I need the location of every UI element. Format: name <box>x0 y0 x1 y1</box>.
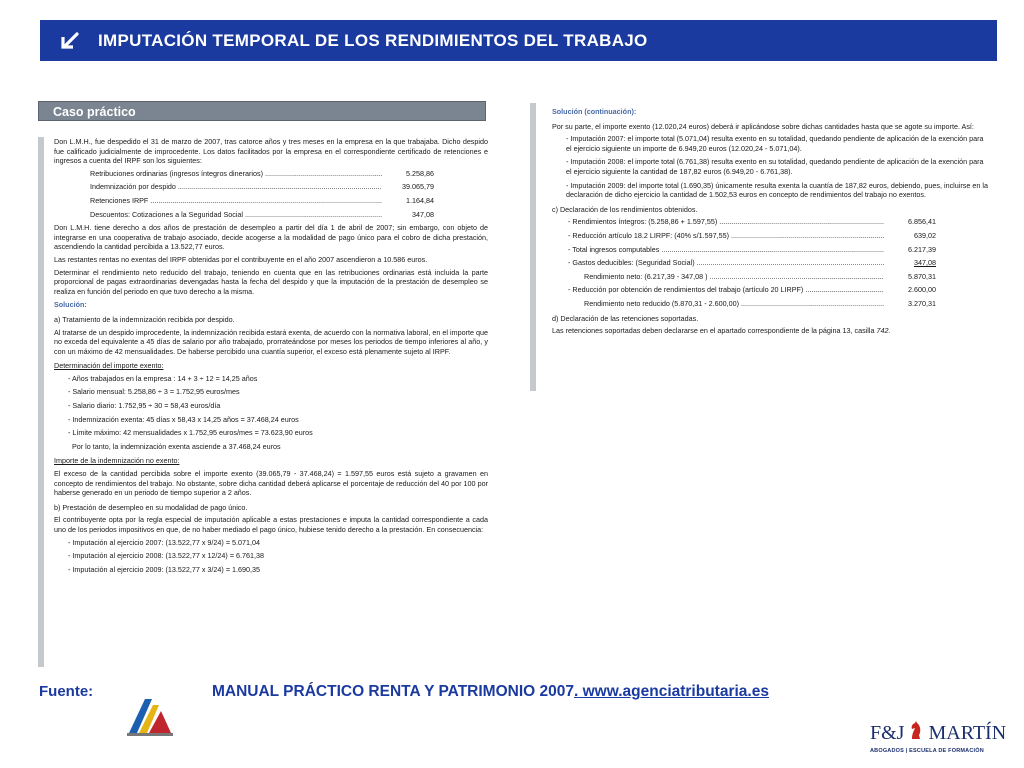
declaration-value <box>884 258 936 268</box>
exempt-item: - Indemnización exenta: 45 días x 58,43 x 14,25 años = 37.468,24 euros <box>68 414 299 424</box>
exempt-heading: Determinación del importe exento: <box>54 361 164 371</box>
data-row <box>90 169 434 179</box>
exempt-list <box>54 374 488 438</box>
declaration-label: - Reducción artículo 18.2 LIRPF: (40% s/1.597,55) ..... <box>568 231 884 241</box>
section-c-heading: c) Declaración de los rendimientos obtenidos. <box>552 204 698 214</box>
continuation-item: - Imputación 2007: el importe total (5.071,04) resulta exento en su totalidad, quedando pendiente de aplicación de la exención para el ejercicio siguiente un importe de 6.949,20 euros (12.020,24 - 5.071,04). <box>566 134 984 153</box>
data-row-label: Indemnización por despido ..... <box>90 182 382 192</box>
declaration-value <box>884 217 936 227</box>
continuation-item: - Imputación 2009: del importe total (1.690,35) únicamente resulta exenta la cuantía de 187,82 euros, debiendo, pues, incluirse en la declaración de dicho ejercicio la cantidad de 1.502,53 euros en concepto de rendimientos del trabajo no exentos. <box>566 180 988 200</box>
logo-brand: F&J <box>870 721 905 744</box>
exempt-item: - Años trabajados en la empresa : 14 + 3 ÷ 12 = 14,25 años <box>68 373 258 383</box>
data-row-value: 1.164,84 <box>406 195 434 205</box>
continuation-intro: Por su parte, el importe exento (12.020,24 euros) deberá ir aplicándose sobre dichas cantidades hasta que se agote su importe. Así: <box>552 121 974 131</box>
fj-martin-logo <box>870 720 1006 754</box>
knight-icon <box>909 720 923 746</box>
declaration-row <box>552 258 936 268</box>
source-link[interactable]: . www.agenciatributaria.es <box>574 683 769 700</box>
casilla-number: 742. <box>876 326 891 336</box>
solution-heading: Solución: <box>54 300 87 310</box>
declaration-label: - Total ingresos computables ..... <box>568 245 884 255</box>
imputation-item: - Imputación al ejercicio 2008: (13.522,77 x 12/24) = 6.761,38 <box>68 551 264 561</box>
right-margin-bar <box>530 103 536 391</box>
case-header: Caso práctico <box>38 101 486 121</box>
section-d-text: Las retenciones soportadas deben declararse en el apartado correspondiente de la página 13, casilla 742. <box>552 326 891 336</box>
section-a-heading: a) Tratamiento de la indemnización recibida por despido. <box>54 314 235 324</box>
page-title: IMPUTACIÓN TEMPORAL DE LOS RENDIMIENTOS DEL TRABAJO <box>98 30 648 50</box>
paragraph-4: Determinar el rendimiento neto reducido del trabajo, teniendo en cuenta que en las retribuciones ordinarias está incluida la parte proporcional de pagas extraordinarias devengadas hasta la fecha del despido y que la imputación de la prestación de desempleo se realiza en función del periodo en que tuvo derecho a la misma. <box>54 267 488 296</box>
exempt-conclusion: Por lo tanto, la indemnización exenta asciende a 37.468,24 euros <box>72 441 281 451</box>
declaration-value-text: 5.870,31 <box>908 271 936 281</box>
declaration-value <box>884 272 936 282</box>
declaration-value <box>884 231 936 241</box>
data-row-value: 5.258,86 <box>406 168 434 178</box>
data-row-value: 347,08 <box>412 209 434 219</box>
imputation-item: - Imputación al ejercicio 2009: (13.522,77 x 3/24) = 1.690,35 <box>68 564 260 574</box>
intro-text: Don L.M.H., fue despedido el 31 de marzo de 2007, tras catorce años y tres meses en la empresa en la que trabajaba. Dicho despido fue calificado judicialmente de improcedente. Los datos facilitados por la empresa en el correspondiente certificado de retenciones e ingresos a cuenta del IRPF son los siguientes: <box>54 137 488 166</box>
section-b-text: El contribuyente opta por la regla especial de imputación aplicable a estas prestaciones e imputa la cantidad correspondiente a cada uno de los periodos impositivos en que, de no haber mediado el pago único, hubiese tenido derecho a la prestación. En consecuencia: <box>54 515 488 534</box>
declaration-label: Rendimiento neto reducido (5.870,31 - 2.600,00) ..... <box>584 299 884 309</box>
source-manual: MANUAL PRÁCTICO RENTA Y PATRIMONIO 2007. www.agenciatributaria.es <box>212 683 769 700</box>
declaration-row <box>552 245 936 255</box>
exempt-item: - Salario diario: 1.752,95 ÷ 30 = 58,43 euros/día <box>68 401 221 411</box>
paragraph-3: Las restantes rentas no exentas del IRPF obtenidas por el contribuyente en el año 2007 ascendieron a 10.586 euros. <box>54 254 428 264</box>
declaration-row <box>552 231 936 241</box>
exempt-item: - Límite máximo: 42 mensualidades x 1.752,95 euros/mes = 73.623,90 euros <box>68 428 313 438</box>
left-margin-bar <box>38 137 44 667</box>
paragraph-2: Don L.M.H. tiene derecho a dos años de prestación de desempleo a partir del día 1 de abril de 2007; sin embargo, con objeto de integrarse en una cooperativa de trabajo asociado, decide acogerse a la modalidad de pago único para el cobro de dicha prestación, ascendiendo la cantidad percibida a 13.522,77 euros. <box>54 223 488 252</box>
section-b-heading: b) Prestación de desempleo en su modalidad de pago único. <box>54 502 248 512</box>
nonexempt-heading: Importe de la indemnización no exento: <box>54 456 180 466</box>
data-row <box>90 182 434 192</box>
source-label: Fuente: <box>39 683 94 700</box>
data-row-label: Descuentos: Cotizaciones a la Seguridad Social ..... <box>90 210 382 220</box>
declaration-value-text: 6.856,41 <box>908 217 936 227</box>
declaration-label: - Rendimientos íntegros: (5.258,86 + 1.597,55) ..... <box>568 217 884 227</box>
declaration-value-text: 3.270,31 <box>908 298 936 308</box>
arrow-icon <box>50 31 90 51</box>
title-bar <box>40 20 997 61</box>
section-d-heading: d) Declaración de las retenciones soportadas. <box>552 313 699 323</box>
declaration-row <box>552 285 936 295</box>
left-column <box>54 137 488 578</box>
data-table <box>54 169 488 219</box>
data-row-label: Retribuciones ordinarias (ingresos íntegros dinerarios) ..... <box>90 169 382 179</box>
declaration-label: - Gastos deducibles: (Seguridad Social) ..... <box>568 258 884 268</box>
declaration-value-text: 6.217,39 <box>908 244 936 254</box>
imputation-item: - Imputación al ejercicio 2007: (13.522,77 x 9/24) = 5.071,04 <box>68 537 260 547</box>
data-row-value: 39.065,79 <box>402 182 434 192</box>
declaration-value-text: 347,08 <box>914 258 936 268</box>
declaration-row <box>552 299 936 309</box>
data-row-label: Retenciones IRPF ..... <box>90 196 382 206</box>
continuation-item: - Imputación 2008: el importe total (6.761,38) resulta exento en su totalidad, quedando pendiente de aplicación de la exención para el ejercicio siguiente la cantidad de 187,82 euros (6.949,20 - 6.761,38). <box>566 157 984 176</box>
continuation-heading: Solución (continuación): <box>552 107 637 116</box>
declaration-value <box>884 245 936 255</box>
declaration-table <box>552 217 988 308</box>
nonexempt-text: El exceso de la cantidad percibida sobre el importe exento (39.065,79 - 37.468,24) = 1.597,55 euros está sujeto a gravamen en concepto de rendimientos del trabajo. No obstante, sobre dicha cantidad deberá aplicarse el porcentaje de reducción del 40 por 100 por haberse generado en un periodo de tiempo superior a 2 años. <box>54 469 488 498</box>
declaration-label: Rendimiento neto: (6.217,39 - 347,08 ) ..... <box>584 272 884 282</box>
imputation-list <box>54 538 488 575</box>
declaration-value <box>884 299 936 309</box>
right-column <box>552 103 988 339</box>
declaration-row <box>552 272 936 282</box>
declaration-value-text: 639,02 <box>914 230 936 240</box>
declaration-value-text: 2.600,00 <box>908 285 936 295</box>
exempt-item: - Salario mensual: 5.258,86 ÷ 3 = 1.752,95 euros/mes <box>68 387 240 397</box>
logo-name: MARTÍN <box>928 721 1007 744</box>
declaration-value <box>884 285 936 295</box>
declaration-label: - Reducción por obtención de rendimientos del trabajo (artículo 20 LIRPF) ..... <box>568 285 884 295</box>
continuation-list <box>552 134 988 200</box>
agencia-tributaria-logo <box>125 693 175 737</box>
data-row <box>90 196 434 206</box>
declaration-row <box>552 217 936 227</box>
section-a-text: Al tratarse de un despido improcedente, la indemnización recibida estará exenta, de acuerdo con la normativa laboral, en el importe que no exceda del equivalente a 45 días de salario por año trabajado, prorrateándose por meses los periodos de tiempo inferiores al año, y con un máximo de 42 mensualidades. De haberse percibido una cuantía superior, el exceso está plenamente sujeto al IRPF. <box>54 327 488 356</box>
logo-tagline: ABOGADOS | ESCUELA DE FORMACIÓN <box>870 748 984 754</box>
data-row <box>90 210 434 220</box>
